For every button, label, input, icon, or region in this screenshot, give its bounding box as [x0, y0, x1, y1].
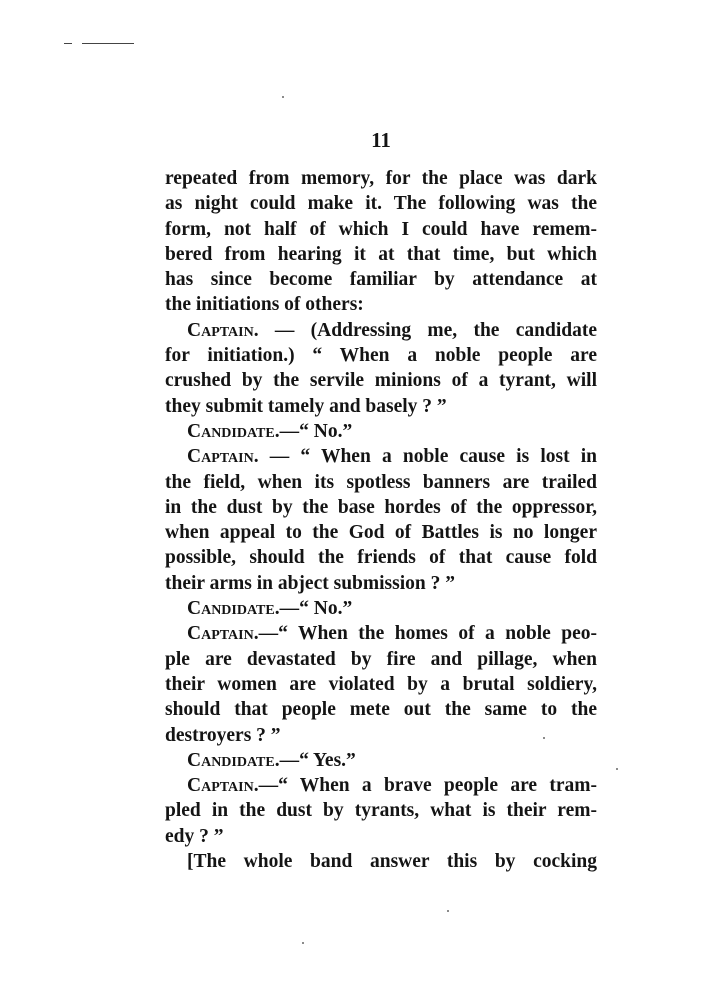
corner-rule-mark — [64, 43, 72, 44]
line-text: crushed by the servile minions of a tyrant, will — [165, 370, 597, 392]
line-text: destroyers ? ” — [165, 724, 281, 746]
speaker-label: Candidate. — [187, 598, 280, 620]
text-line — [165, 242, 597, 267]
text-line — [165, 545, 597, 570]
speaker-label: Candidate. — [187, 749, 280, 771]
text-line — [165, 394, 597, 419]
line-text: the field, when its spotless banners are trailed — [165, 471, 597, 493]
text-line — [165, 697, 597, 722]
line-text: —“ When a brave people are tram- — [258, 775, 597, 797]
line-text: form, not half of which I could have remem- — [165, 218, 597, 240]
line-text: —“ No.” — [279, 598, 353, 620]
text-line — [165, 166, 597, 191]
print-speck — [282, 96, 284, 98]
print-speck — [302, 942, 304, 944]
line-text: possible, should the friends of that cause fold — [165, 547, 597, 569]
body-text — [165, 166, 597, 874]
print-speck — [447, 910, 449, 912]
print-speck — [616, 768, 618, 770]
line-text: —“ When the homes of a noble peo- — [258, 623, 597, 645]
text-line — [165, 596, 597, 621]
text-line — [165, 470, 597, 495]
line-text: has since become familiar by attendance at — [165, 269, 597, 291]
line-text: —“ No.” — [279, 420, 353, 442]
text-line — [165, 318, 597, 343]
corner-rule-mark — [82, 43, 134, 44]
line-text: pled in the dust by tyrants, what is their rem- — [165, 800, 597, 822]
text-line — [165, 824, 597, 849]
line-text: in the dust by the base hordes of the oppressor, — [165, 496, 597, 518]
line-text: when appeal to the God of Battles is no longer — [165, 522, 597, 544]
speaker-label: Candidate. — [187, 420, 280, 442]
text-line — [165, 571, 597, 596]
text-line — [165, 343, 597, 368]
line-text: should that people mete out the same to the — [165, 699, 597, 721]
speaker-label: Captain. — [187, 775, 259, 797]
text-line — [165, 773, 597, 798]
page-number: 11 — [371, 128, 391, 152]
line-text: repeated from memory, for the place was dark — [165, 168, 597, 189]
speaker-label: Captain. — [187, 623, 259, 645]
text-line — [165, 368, 597, 393]
text-line — [165, 292, 597, 317]
text-line — [165, 672, 597, 697]
text-line — [165, 748, 597, 773]
line-text: — “ When a noble cause is lost in — [258, 446, 597, 468]
line-text: — (Addressing me, the candidate — [258, 319, 597, 341]
text-line — [165, 621, 597, 646]
line-text: their women are violated by a brutal soldiery, — [165, 673, 597, 695]
speaker-label: Captain. — [187, 319, 259, 341]
text-line — [165, 267, 597, 292]
text-line — [165, 520, 597, 545]
text-line — [165, 849, 597, 874]
text-line — [165, 419, 597, 444]
line-text: their arms in abject submission ? ” — [165, 572, 455, 594]
line-text: edy ? ” — [165, 825, 224, 847]
line-text: the initiations of others: — [165, 294, 364, 316]
line-text: for initiation.) “ When a noble people are — [165, 345, 597, 367]
line-text: ple are devastated by fire and pillage, when — [165, 648, 597, 670]
line-text: bered from hearing it at that time, but which — [165, 243, 597, 265]
speaker-label: Captain. — [187, 446, 259, 468]
text-line — [165, 444, 597, 469]
text-line — [165, 798, 597, 823]
line-text: they submit tamely and basely ? ” — [165, 395, 447, 417]
text-line — [165, 217, 597, 242]
line-text: —“ Yes.” — [279, 749, 356, 771]
line-text: [The whole band answer this by cocking — [187, 851, 597, 873]
text-line — [165, 647, 597, 672]
text-line — [165, 495, 597, 520]
text-line — [165, 191, 597, 216]
text-line — [165, 723, 597, 748]
line-text: as night could make it. The following was the — [165, 193, 597, 215]
